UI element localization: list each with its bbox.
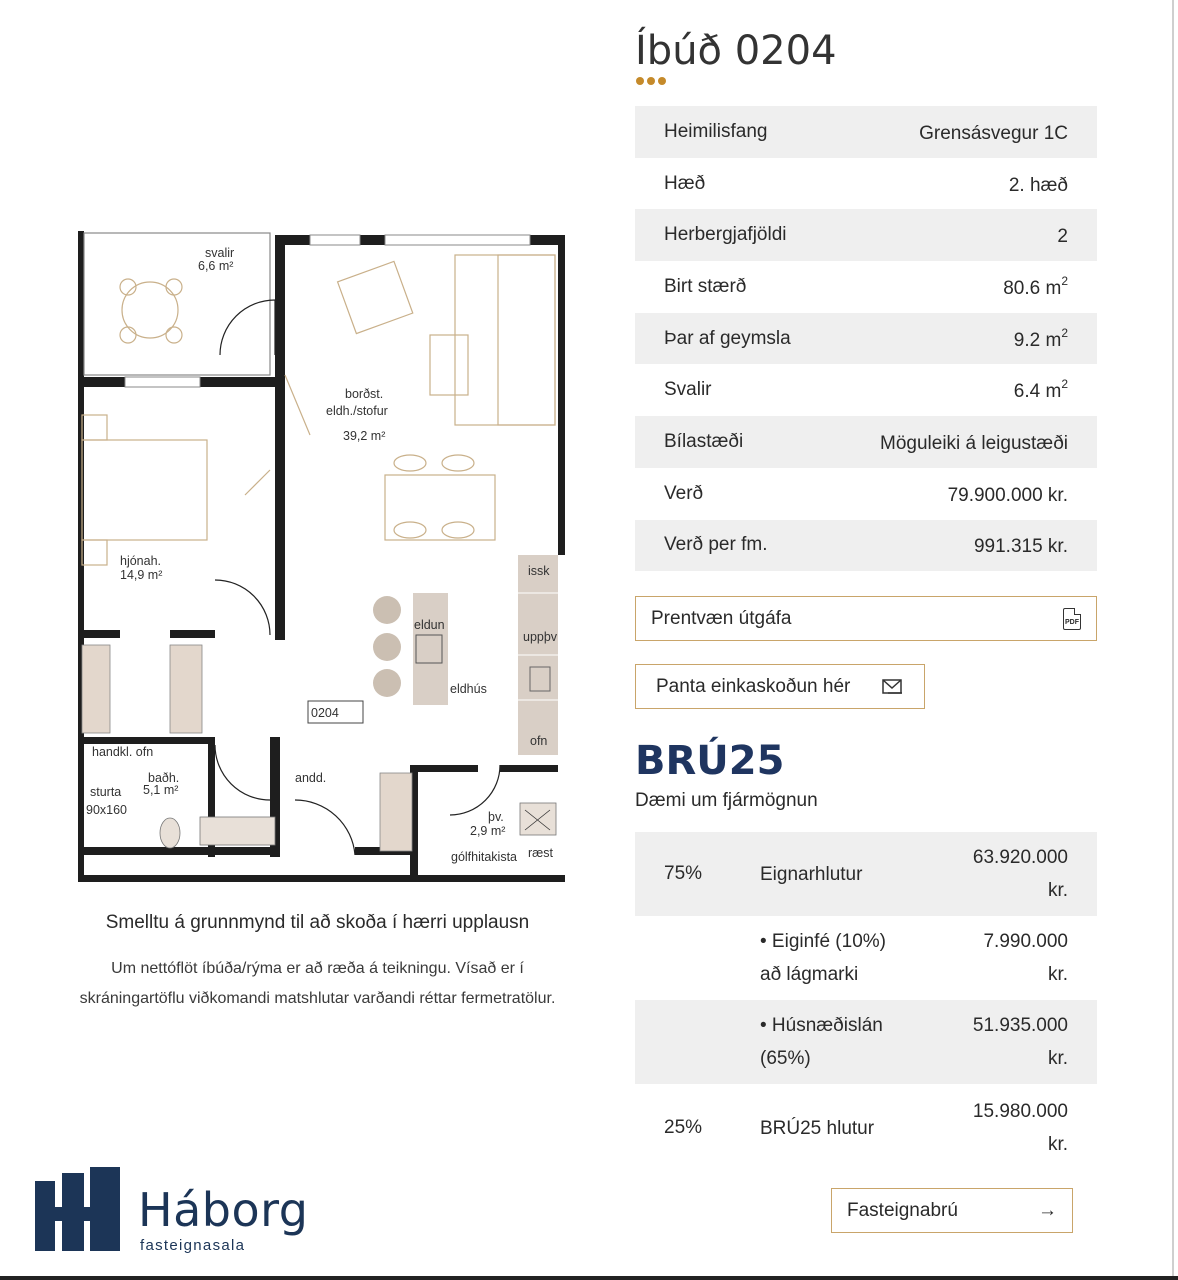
- financing-row: [635, 1084, 1097, 1172]
- plan-label-thv: þv.: [488, 810, 504, 824]
- financing-label: • Eiginfé (10%) að lágmarki: [760, 931, 886, 985]
- financing-label: BRÚ25 hlutur: [760, 1117, 875, 1139]
- financing-row: [635, 832, 1097, 916]
- details-label: Hæð: [664, 172, 706, 194]
- haborg-mark-icon: [30, 1165, 125, 1255]
- details-row: [635, 158, 1097, 210]
- plan-label-andd: andd.: [295, 771, 327, 785]
- details-label: Herbergjafjöldi: [664, 224, 787, 246]
- fasteignabru-label: Fasteignabrú: [847, 1199, 958, 1221]
- details-label: Bílastæði: [664, 430, 744, 452]
- haborg-logo[interactable]: [30, 1165, 330, 1260]
- plan-label-issk: issk: [528, 564, 550, 578]
- floorplan-note: Um nettóflöt íbúða/rýma er að ræða á teikningu. Vísað er í skráningartöflu viðkomandi matshlutar varðandi réttar fermetratölur.: [79, 960, 556, 1007]
- details-value: 2. hæð: [1008, 174, 1068, 196]
- page-border-right: [1172, 0, 1174, 1280]
- plan-label-rest: ræst: [528, 846, 553, 860]
- details-value: 80.6 $m^2$: [1003, 273, 1068, 299]
- financing-row: [635, 1000, 1097, 1084]
- print-version-label: Prentvæn útgáfa: [651, 607, 792, 629]
- details-value: Grensásvegur 1C: [919, 122, 1068, 144]
- plan-label-unit: 0204: [311, 706, 339, 720]
- plan-label-bedroom: hjónah.: [120, 554, 162, 568]
- financing-value: 51.935.000 kr.: [972, 1015, 1068, 1069]
- details-value: Möguleiki á leigustæði: [880, 432, 1068, 454]
- plan-label-living-area: 39,2 m²: [343, 429, 386, 443]
- details-value: 79.900.000 kr.: [947, 484, 1068, 506]
- arrow-right-icon: →: [1038, 1199, 1057, 1221]
- plan-label-svalir: svalir: [205, 246, 235, 260]
- plan-label-uppbv: uppþv: [523, 630, 558, 644]
- details-label: Birt stærð: [664, 275, 747, 297]
- details-label: Verð: [664, 482, 704, 504]
- financing-table: [635, 832, 1097, 1172]
- plan-label-sturta-size: 90x160: [86, 803, 128, 817]
- details-label: Heimilisfang: [664, 120, 768, 142]
- details-row: [635, 468, 1097, 520]
- details-row: [635, 209, 1097, 261]
- plan-label-svalir-area: 6,6 m²: [198, 259, 234, 273]
- plan-label-eldhus: eldhús: [450, 682, 487, 696]
- plan-label-golfhitakista: gólfhitakista: [451, 850, 518, 864]
- details-table: [635, 106, 1097, 571]
- plan-label-sturta: sturta: [90, 785, 122, 799]
- details-row: [635, 364, 1097, 416]
- plan-label-living: borðst.: [345, 387, 384, 401]
- financing-value: 63.920.000 kr.: [972, 847, 1068, 901]
- financing-value: 7.990.000 kr.: [983, 931, 1068, 985]
- plan-label-bad-area: 5,1 m²: [143, 783, 179, 797]
- brand-name: Háborg: [138, 1183, 309, 1237]
- details-value: 9.2 $m^2$: [1013, 325, 1068, 351]
- mail-icon: [882, 678, 904, 696]
- page-border-bottom: [0, 1276, 1178, 1280]
- financing-pct: 25%: [664, 1117, 703, 1138]
- floorplan-caption: Smelltu á grunnmynd til að skoða í hærri upplausn: [105, 912, 530, 933]
- details-row: [635, 416, 1097, 468]
- plan-label-living2: eldh./stofur: [326, 404, 388, 418]
- details-label: Verð per fm.: [664, 534, 768, 556]
- floor-plan[interactable]: [70, 225, 565, 885]
- details-label: Svalir: [664, 379, 712, 401]
- details-row: [635, 313, 1097, 365]
- details-value: 991.315 kr.: [973, 536, 1068, 558]
- financing-row: [635, 916, 1097, 1000]
- details-value: 2: [1057, 226, 1068, 248]
- page-title: Íbúð 0204: [635, 28, 837, 74]
- details-row: [635, 520, 1097, 572]
- financing-pct: 75%: [664, 863, 703, 884]
- plan-label-eldun: eldun: [414, 618, 445, 632]
- financing-label: Eignarhlutur: [760, 863, 863, 885]
- details-row: [635, 106, 1097, 158]
- title-dots: [636, 77, 666, 85]
- plan-label-bad: baðh.: [148, 771, 180, 785]
- details-value: 6.4 $m^2$: [1013, 377, 1068, 403]
- financing-subtitle: Dæmi um fjármögnun: [635, 790, 818, 811]
- plan-label-bedroom-area: 14,9 m²: [120, 568, 163, 582]
- financing-value: 15.980.000 kr.: [972, 1101, 1068, 1155]
- brand-sub: fasteignasala: [140, 1237, 246, 1254]
- plan-label-thv-area: 2,9 m²: [470, 824, 506, 838]
- pdf-icon: PDF: [1063, 608, 1081, 630]
- book-viewing-button[interactable]: [635, 664, 925, 709]
- details-label: Þar af geymsla: [664, 327, 791, 349]
- bru25-logo: BRÚ25: [635, 738, 785, 784]
- print-version-button[interactable]: [635, 596, 1097, 641]
- fasteignabru-button[interactable]: [831, 1188, 1073, 1233]
- book-viewing-label: Panta einkaskoðun hér: [656, 675, 851, 697]
- financing-label: • Húsnæðislán (65%): [760, 1015, 883, 1069]
- plan-label-ofn: ofn: [530, 734, 548, 748]
- plan-label-handkl: handkl. ofn: [92, 745, 154, 759]
- details-row: [635, 261, 1097, 313]
